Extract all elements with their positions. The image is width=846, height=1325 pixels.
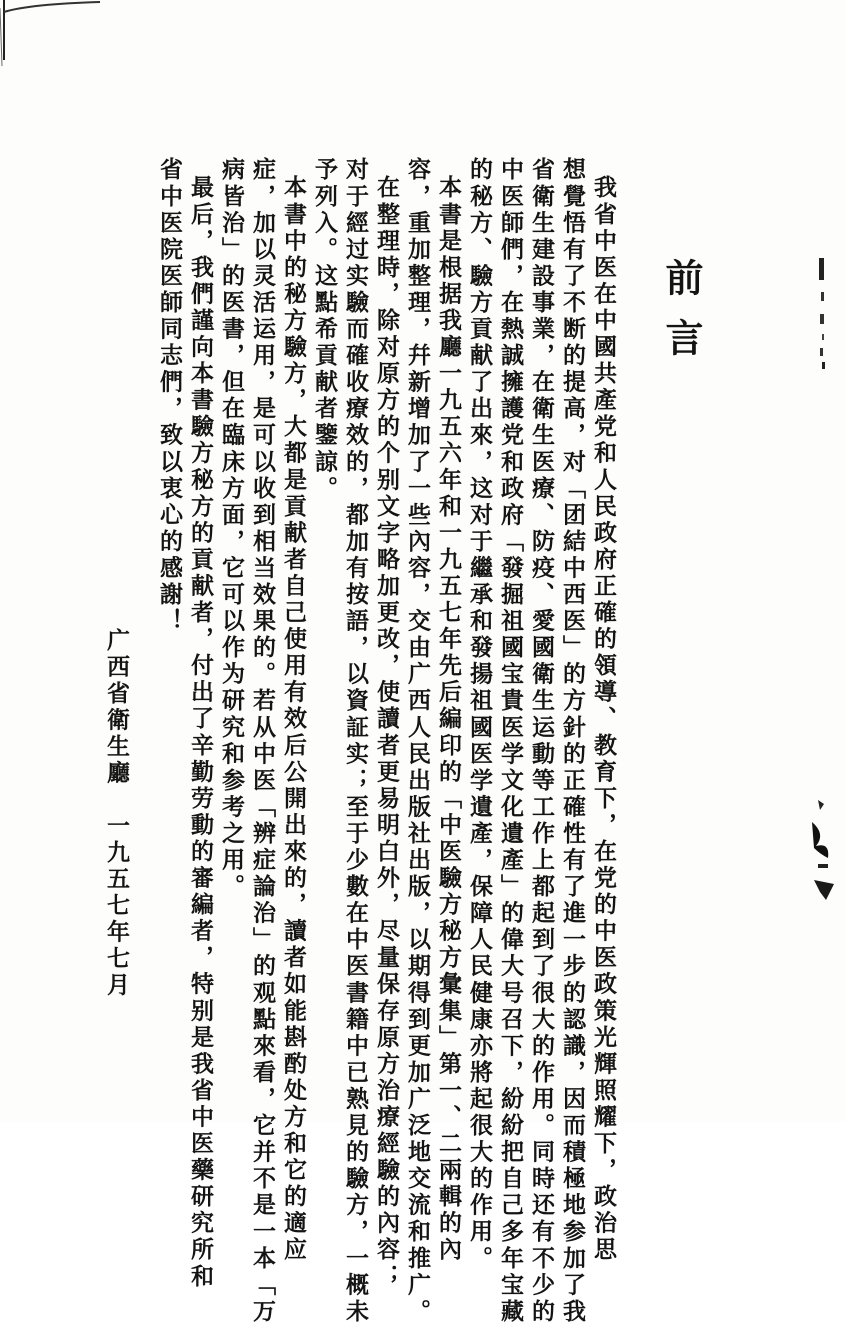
text-column-12: 症，加以灵活运用，是可以收到相当效果的。若从中医「辨症論治」的观點來看，它并不是一本「万	[249, 157, 276, 1325]
text-column-9: 对于經过实驗而確收療效的，都加有按語，以資証实；至于少數在中医書籍中已熟見的驗方，一概未	[342, 157, 369, 1325]
text-column-2: 想覺悟有了不断的提高，对「团結中西医」的方針的正確性有了進一步的認識，因而積極地参加了我	[559, 157, 586, 1325]
page-title: 前言	[659, 258, 704, 378]
text-column-8: 在整理時，除对原方的个别文字略加更改，使讀者更易明白外，尽量保存原方治療經驗的內容；	[373, 175, 400, 1291]
text-column-5: 的秘方、驗方貢献了出來，这对于繼承和發揚祖國医学遺產，保障人民健康亦將起很大的作用。	[466, 157, 493, 1273]
text-column-10: 予列入。这點希貢献者鑒諒。	[311, 157, 338, 503]
right-margin-smudge-bottom	[800, 800, 846, 910]
text-column-4: 中医師們，在熱誠擁護党和政府「發掘祖國宝貴医学文化遺產」的偉大号召下，紛紛把自己多年宝藏	[497, 157, 524, 1325]
text-column-11: 本書中的秘方驗方，大都是貢献者自己使用有效后公開出來的，讀者如能斟酌处方和它的適应	[280, 175, 307, 1264]
text-column-13: 病皆治」的医書，但在臨床方面，它可以作为研究和参考之用。	[218, 157, 245, 901]
text-column-7: 容，重加整理，幷新增加了一些內容，交由广西人民出版社出版，以期得到更加广泛地交流和推广。	[404, 157, 431, 1325]
page-corner-mark	[0, 0, 110, 70]
text-column-1: 我省中医在中國共產党和人民政府正確的領導、教育下，在党的中医政策光輝照耀下，政治思	[590, 175, 617, 1264]
text-column-14: 最后，我們謹向本書驗方秘方的貢献者，付出了辛勤劳動的審編者，特别是我省中医藥研究所和	[187, 175, 214, 1291]
text-column-15: 省中医院医師同志們，致以衷心的感謝！	[156, 157, 183, 635]
text-column-3: 省衛生建設事業，在衛生医療、防疫、愛國衛生运動等工作上都起到了很大的作用。同時还有不少的	[528, 157, 555, 1325]
signature: 广西省衛生廳 一九五七年七月	[103, 628, 130, 999]
right-margin-smudge-top	[810, 248, 834, 378]
text-column-6: 本書是根据我廳一九五六年和一九五七年先后編印的「中医驗方秘方彙集」第一、二兩輯的內	[435, 175, 462, 1264]
